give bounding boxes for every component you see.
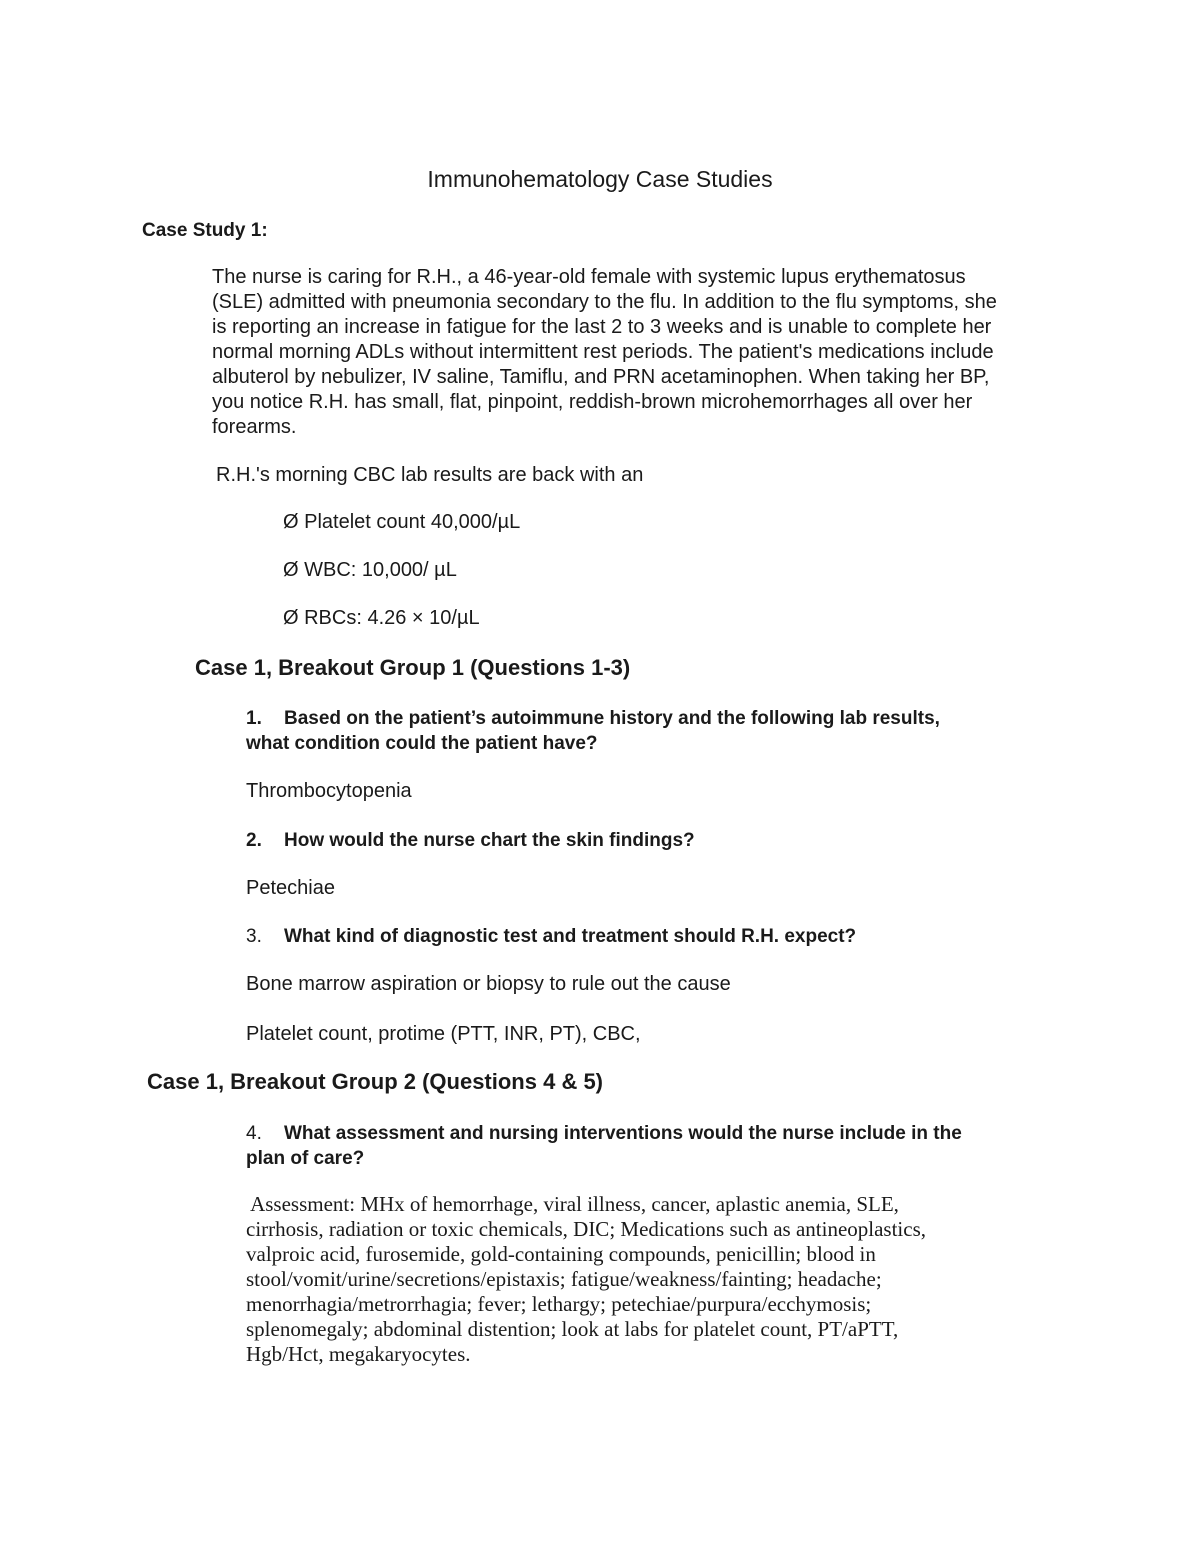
scenario-line: The nurse is caring for R.H., a 46-year-old female with systemic lupus erythematosus <box>212 266 966 288</box>
scenario-line: you notice R.H. has small, flat, pinpoint, reddish-brown microhemorrhages all over her <box>212 391 973 413</box>
question-3 <box>246 924 856 949</box>
question-number: 3. <box>246 926 262 947</box>
scenario-line: normal morning ADLs without intermittent rest periods. The patient's medications include <box>212 341 994 363</box>
breakout-group-1-heading: Case 1, Breakout Group 1 (Questions 1-3) <box>195 655 631 680</box>
assessment-line: Assessment: MHx of hemorrhage, viral illness, cancer, aplastic anemia, SLE, <box>246 1192 899 1216</box>
question-text: Based on the patient’s autoimmune history and the following lab results, <box>284 708 940 729</box>
question-1 <box>246 706 940 756</box>
answer-3-test: Bone marrow aspiration or biopsy to rule out the cause <box>246 973 731 995</box>
question-text: What assessment and nursing interventions would the nurse include in the <box>284 1123 962 1144</box>
assessment-line: stool/vomit/urine/secretions/epistaxis; fatigue/weakness/fainting; headache; <box>246 1267 882 1291</box>
lab-result-rbc: Ø RBCs: 4.26 × 10/µL <box>283 607 480 629</box>
question-text: How would the nurse chart the skin findings? <box>284 830 695 851</box>
scenario-line: (SLE) admitted with pneumonia secondary to the flu. In addition to the flu symptoms, she <box>212 291 997 313</box>
answer-1: Thrombocytopenia <box>246 780 412 802</box>
lab-result-platelet: Ø Platelet count 40,000/µL <box>283 511 521 533</box>
question-2 <box>246 828 695 853</box>
answer-4-assessment <box>246 1192 926 1367</box>
document-title: Immunohematology Case Studies <box>427 166 773 192</box>
scenario-line: albuterol by nebulizer, IV saline, Tamiflu, and PRN acetaminophen. When taking her BP, <box>212 366 990 388</box>
question-4 <box>246 1121 962 1171</box>
question-text: plan of care? <box>246 1148 365 1169</box>
answer-2: Petechiae <box>246 877 335 899</box>
case-scenario-paragraph <box>212 265 1092 440</box>
assessment-line: splenomegaly; abdominal distention; look at labs for platelet count, PT/aPTT, <box>246 1317 899 1341</box>
scenario-line: is reporting an increase in fatigue for the last 2 to 3 weeks and is unable to complete her <box>212 316 992 338</box>
assessment-line: valproic acid, furosemide, gold-containing compounds, penicillin; blood in <box>246 1242 876 1266</box>
assessment-line: menorrhagia/metrorrhagia; fever; lethargy; petechiae/purpura/ecchymosis; <box>246 1292 872 1316</box>
assessment-line: cirrhosis, radiation or toxic chemicals, DIC; Medications such as antineoplastics, <box>246 1217 926 1241</box>
answer-3-treatment: Platelet count, protime (PTT, INR, PT), CBC, <box>246 1023 641 1045</box>
case-study-heading: Case Study 1: <box>142 220 268 241</box>
lab-results-intro: R.H.'s morning CBC lab results are back with an <box>216 464 644 486</box>
assessment-line: Hgb/Hct, megakaryocytes. <box>246 1342 471 1366</box>
scenario-line: forearms. <box>212 416 297 438</box>
question-text: What kind of diagnostic test and treatment should R.H. expect? <box>284 926 857 947</box>
question-text: what condition could the patient have? <box>246 733 598 754</box>
breakout-group-2-heading: Case 1, Breakout Group 2 (Questions 4 & 5) <box>147 1069 604 1094</box>
question-number: 2. <box>246 830 262 851</box>
lab-result-wbc: Ø WBC: 10,000/ µL <box>283 559 457 581</box>
question-number: 1. <box>246 708 262 729</box>
question-number: 4. <box>246 1123 262 1144</box>
